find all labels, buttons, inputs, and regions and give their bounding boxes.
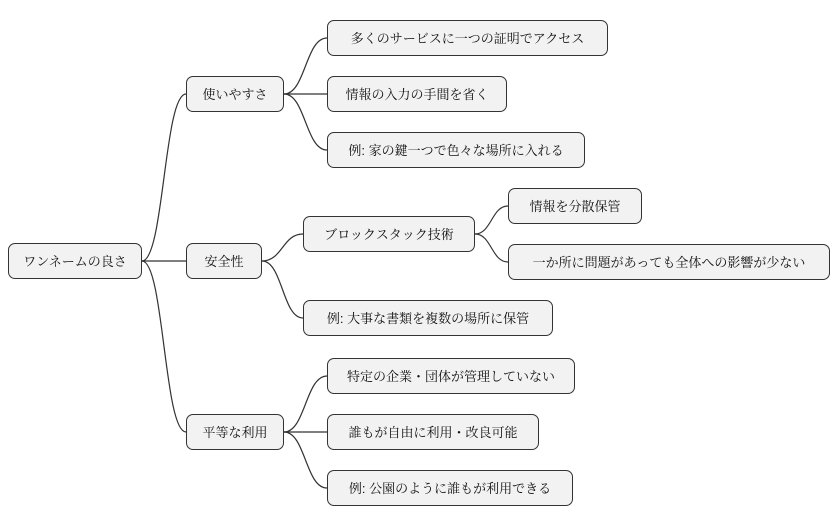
mindmap-node[interactable]: 誰もが自由に利用・改良可能	[327, 414, 539, 450]
mindmap-node[interactable]: 使いやすさ	[186, 76, 284, 112]
mindmap-node[interactable]: 平等な利用	[186, 414, 284, 450]
mindmap-node[interactable]: 情報を分散保管	[508, 188, 642, 224]
mindmap-node[interactable]: ブロックスタック技術	[303, 216, 475, 252]
mindmap-edge	[142, 94, 186, 261]
mindmap-node[interactable]: 情報の入力の手間を省く	[327, 76, 507, 112]
mindmap-node[interactable]: 例: 公園のように誰もが利用できる	[327, 470, 573, 506]
mindmap-node[interactable]: ワンネームの良さ	[8, 243, 142, 279]
mindmap-edge	[475, 234, 508, 262]
mindmap-edge	[142, 261, 186, 432]
mindmap-node[interactable]: 例: 大事な書類を複数の場所に保管	[303, 300, 553, 336]
mindmap-edge	[262, 261, 303, 318]
mindmap-edge	[284, 38, 327, 94]
mindmap-edge	[284, 376, 327, 432]
mindmap-edge	[284, 94, 327, 150]
mindmap-node[interactable]: 多くのサービスに一つの証明でアクセス	[327, 20, 608, 56]
mindmap-node[interactable]: 安全性	[186, 243, 262, 279]
mindmap-node[interactable]: 一か所に問題があっても全体への影響が少ない	[508, 244, 830, 280]
mindmap-node[interactable]: 特定の企業・団体が管理していない	[327, 358, 575, 394]
mindmap-node[interactable]: 例: 家の鍵一つで色々な場所に入れる	[327, 132, 585, 168]
mindmap-edge	[475, 206, 508, 234]
mindmap-edge	[262, 234, 303, 261]
mindmap-edge	[284, 432, 327, 488]
